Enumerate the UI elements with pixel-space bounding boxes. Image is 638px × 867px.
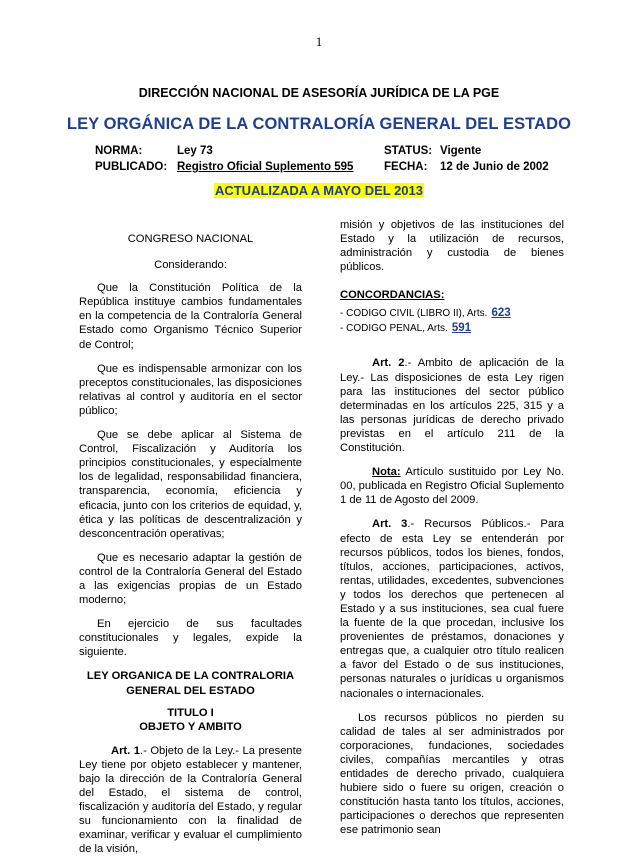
article-1-text: .- Objeto de la Ley.- La presente Ley tiene por objeto establecer y mantener, bajo la dirección de la Contraloría General del Estado, el sistema de control, fiscalización y auditoría del Estado, y regular su funcionamiento con la finalidad de examinar, verificar y evaluar el cumplimiento de la visión, bbox=[79, 744, 302, 856]
fecha-label: FECHA: bbox=[384, 161, 428, 173]
concordance-1 bbox=[340, 306, 564, 321]
concordance-2-link[interactable]: 591 bbox=[451, 322, 471, 335]
titulo-heading: TITULO I bbox=[167, 706, 214, 719]
page-number: 1 bbox=[315, 34, 323, 49]
right-column bbox=[340, 218, 564, 847]
article-2-label: Art. 2 bbox=[372, 357, 405, 370]
paragraph-last: Los recursos públicos no pierden su calidad de tales al ser administrados por corporaciones, fundaciones, sociedades civiles, compañías mercantiles y otras entidades de derecho privado, cualquiera hubiere sido o fuere su origen, creación o constitución hasta tanto los títulos, acciones, participaciones o derechos que representen ese patrimonio sean bbox=[340, 711, 564, 837]
left-column bbox=[79, 232, 302, 867]
concordance-2 bbox=[340, 321, 564, 336]
article-2-text: .- Ambito de aplicación de la Ley.- Las disposiciones de esta Ley rigen para las instituciones del sector público determinadas en los artículos 225, 315 y a las personas jurídicas de derecho privado previstas en el artículo 211 de la Constitución. bbox=[340, 357, 564, 455]
concordance-1-link[interactable]: 623 bbox=[491, 307, 511, 320]
ley-heading: LEY ORGANICA DE LA CONTRALORIA GENERAL DEL ESTADO bbox=[86, 670, 295, 697]
nota-text: Artículo sustituido por Ley No. 00, publicada en Registro Oficial Suplemento 1 de 11 de Agosto del 2009. bbox=[340, 466, 564, 507]
updated-banner bbox=[0, 182, 638, 200]
congreso-heading: CONGRESO NACIONAL bbox=[127, 233, 254, 245]
norma-label: NORMA: bbox=[95, 145, 143, 157]
concordance-2-text: - CODIGO PENAL, Arts. bbox=[340, 323, 448, 335]
objeto-heading: OBJETO Y AMBITO bbox=[139, 720, 242, 733]
status-value: Vigente bbox=[440, 145, 482, 157]
paragraph-2: Que es indispensable armonizar con los preceptos constitucionales, las disposiciones relativas al control y auditoría en el sector público; bbox=[79, 362, 302, 417]
considerando-heading: Considerando: bbox=[154, 259, 227, 272]
norma-value: Ley 73 bbox=[177, 145, 213, 157]
paragraph-1: Que la Constitución Política de la República instituye cambios fundamentales en la competencia de la Contraloría General Estado como Organismo Técnico Superior de Control; bbox=[79, 282, 302, 351]
article-3-text: .- Recursos Públicos.- Para efecto de esta Ley se entenderán por recursos públicos, todos los bienes, fondos, títulos, acciones, participaciones, activos, rentas, utilidades, excedentes, subvenciones y todos los derechos que pertenecen al Estado y a sus instituciones, sea cual fuere la fuente de la que procedan, inclusive los provenientes de préstamos, donaciones y entregas que, a cualquier otro título realicen a favor del Estado o de sus instituciones, personas naturales o jurídicas u organismos nacionales o internacionales. bbox=[340, 518, 564, 700]
direction-heading: DIRECCIÓN NACIONAL DE ASESORÍA JURÍDICA DE LA PGE bbox=[138, 86, 500, 100]
status-label: STATUS: bbox=[384, 145, 433, 157]
article-3-label: Art. 3 bbox=[372, 518, 408, 531]
paragraph-continued: misión y objetivos de las instituciones del Estado y la utilización de recursos, administración y custodia de bienes públicos. bbox=[340, 219, 564, 274]
article-3 bbox=[340, 517, 564, 700]
nota-label: Nota: bbox=[372, 466, 401, 479]
nota bbox=[340, 465, 564, 507]
article-2 bbox=[340, 356, 564, 455]
concordance-1-text: - CODIGO CIVIL (LIBRO II), Arts. bbox=[340, 308, 488, 320]
publicado-value: Registro Oficial Suplemento 595 bbox=[177, 161, 354, 173]
updated-text: ACTUALIZADA A MAYO DEL 2013 bbox=[214, 183, 424, 198]
paragraph-3: Que se debe aplicar al Sistema de Control, Fiscalización y Auditoría los principios constitucionales, y especialmente los de legalidad, responsabilidad financiera, transparencia, economía, eficiencia y eficacia, junto con los criterios de equidad, y, ética y las políticas de descentralización y desconcentración operativas; bbox=[79, 429, 302, 540]
concordancias-heading: CONCORDANCIAS: bbox=[340, 289, 445, 302]
article-1 bbox=[79, 744, 302, 857]
article-1-label: Art. 1 bbox=[111, 744, 140, 757]
paragraph-4: Que es necesario adaptar la gestión de control de la Contraloría General del Estado a las exigencias propias de un Estado moderno; bbox=[79, 551, 302, 607]
law-title: LEY ORGÁNICA DE LA CONTRALORÍA GENERAL DEL ESTADO bbox=[66, 115, 572, 133]
fecha-value: 12 de Junio de 2002 bbox=[440, 161, 549, 173]
paragraph-5: En ejercicio de sus facultades constitucionales y legales, expide la siguiente. bbox=[79, 618, 302, 659]
publicado-label: PUBLICADO: bbox=[95, 161, 168, 173]
